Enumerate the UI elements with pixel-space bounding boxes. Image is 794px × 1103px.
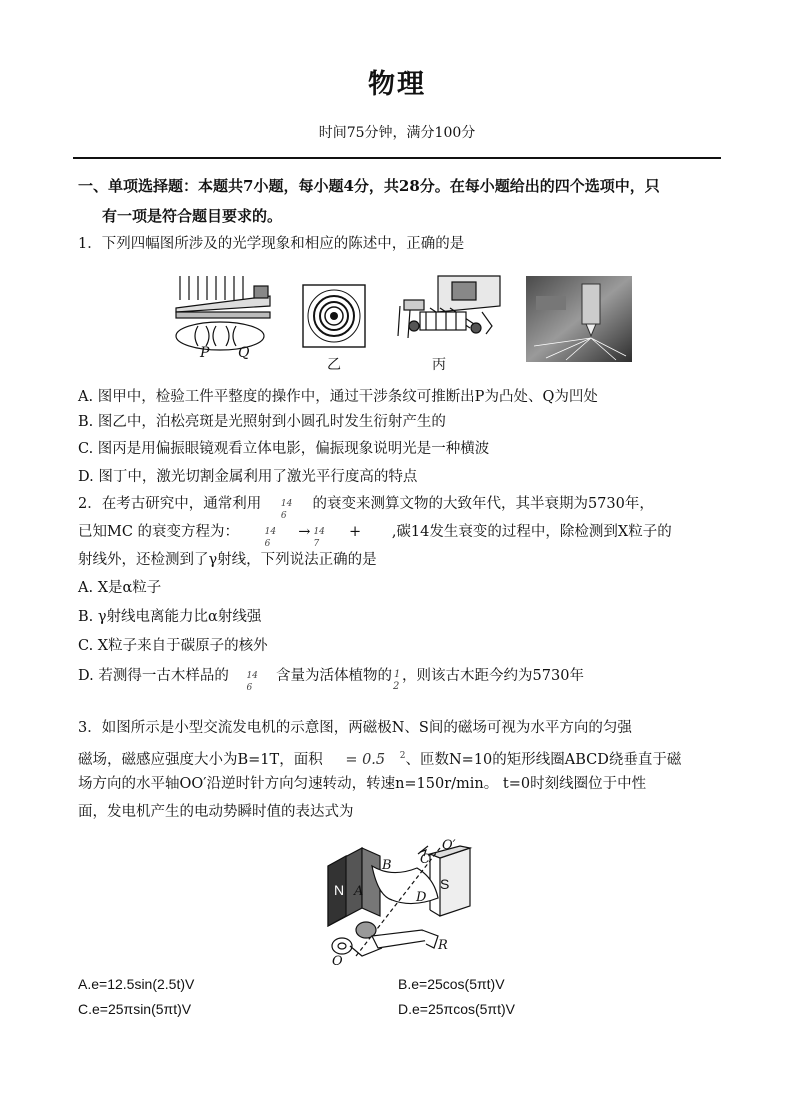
q2-option-d-b: 含量为活体植物的 bbox=[276, 668, 393, 684]
q1-option-d: D. 图丁中，激光切割金属利用了激光平行度高的特点 bbox=[78, 469, 418, 485]
figure-bing bbox=[390, 272, 505, 350]
label-yi: 乙 bbox=[327, 357, 341, 373]
q3-line2-b: 、匝数N=10的矩形线圈ABCD绕垂直于磁 bbox=[405, 751, 682, 768]
q3-option-a: A.e=12.5sin(2.5t)V bbox=[78, 976, 195, 992]
figure-yi bbox=[302, 284, 366, 348]
header-divider bbox=[73, 157, 721, 159]
q3-line1: 3．如图所示是小型交流发电机的示意图，两磁极N、S间的磁场可视为水平方向的匀强 bbox=[78, 720, 632, 736]
q1-option-a: A. 图甲中，检验工件平整度的操作中，通过干涉条纹可推断出P为凸处、Q为凹处 bbox=[78, 389, 598, 405]
generator-diagram bbox=[322, 838, 482, 970]
q3-option-c: C.e=25πsin(5πt)V bbox=[78, 1001, 192, 1017]
label-q: Q bbox=[238, 345, 250, 361]
q1-stem: 1．下列四幅图所涉及的光学现象和相应的陈述中，正确的是 bbox=[78, 236, 465, 252]
generator-figure bbox=[322, 838, 482, 970]
coil-a-label: A bbox=[354, 884, 364, 899]
pole-s-label: S bbox=[440, 876, 450, 892]
nuclide-c14-d-mass: 14 bbox=[246, 671, 258, 681]
q2-line1-a: 2．在考古研究中，通常利用 bbox=[78, 496, 262, 512]
fraction-half bbox=[392, 664, 402, 692]
decay-product-z: 7 bbox=[313, 539, 320, 549]
figure-jia bbox=[170, 272, 275, 368]
nuclide-c14-d-z: 6 bbox=[246, 683, 253, 693]
q2-option-c: C. X粒子来自于碳原子的核外 bbox=[78, 638, 268, 654]
q3-line3: 场方向的水平轴OO′沿逆时针方向匀速转动，转速n=150r/min。 t=0时刻线圈位于中性 bbox=[78, 776, 647, 792]
q2-line1 bbox=[78, 490, 654, 521]
nuclide-c14-d bbox=[243, 664, 265, 693]
q2-option-d bbox=[78, 662, 584, 693]
nuclide-c14 bbox=[278, 492, 300, 521]
figure-ding bbox=[526, 276, 632, 362]
q2-line2-b: ,碳14发生衰变的过程中，除检测到X粒子的 bbox=[391, 524, 672, 540]
decay-arrow: → bbox=[298, 524, 311, 540]
fraction-numerator: 1 bbox=[394, 669, 401, 680]
q2-line2 bbox=[78, 518, 672, 549]
axis-o-label: O bbox=[332, 954, 343, 969]
area-value: = 0.5 bbox=[345, 751, 386, 768]
resistor-r-label: R bbox=[438, 938, 448, 953]
decay-product bbox=[310, 520, 332, 549]
q3-line4: 面，发电机产生的电动势瞬时值的表达式为 bbox=[78, 804, 354, 820]
section-heading-line1: 一、单项选择题：本题共7小题，每小题4分，共28分。在每小题给出的四个选项中，只 bbox=[78, 177, 660, 195]
q1-option-c: C. 图丙是用偏振眼镜观看立体电影，偏振现象说明光是一种横波 bbox=[78, 441, 490, 457]
decay-product-mass: 14 bbox=[313, 527, 325, 537]
q2-option-d-a: D. 若测得一古木样品的 bbox=[78, 668, 229, 684]
decay-plus: + bbox=[349, 524, 362, 540]
q2-option-b: B. γ射线电离能力比α射线强 bbox=[78, 609, 262, 625]
q2-line3: 射线外，还检测到了γ射线，下列说法正确的是 bbox=[78, 552, 377, 568]
coil-c-label: C bbox=[420, 852, 430, 867]
q2-option-d-c: ，则该古木距今约为5730年 bbox=[402, 668, 584, 684]
q3-option-d: D.e=25πcos(5πt)V bbox=[398, 1001, 515, 1017]
area-unit-exponent: 2 bbox=[399, 751, 406, 761]
coil-b-label: B bbox=[382, 858, 392, 873]
nuclide-c14-mass: 14 bbox=[280, 499, 293, 509]
coil-d-label: D bbox=[416, 890, 427, 905]
q2-line1-b: 的衰变来测算文物的大致年代，其半衰期为5730年， bbox=[312, 496, 654, 512]
q3-option-b: B.e=25cos(5πt)V bbox=[398, 976, 505, 992]
label-p: P bbox=[200, 345, 210, 361]
q2-line2-a: 已知MC 的衰变方程为： bbox=[78, 524, 240, 540]
q1-figures bbox=[170, 272, 640, 372]
decay-parent-mass: 14 bbox=[264, 527, 277, 537]
q1-option-b: B. 图乙中，泊松亮斑是光照射到小圆孔时发生衍射产生的 bbox=[78, 414, 446, 430]
label-bing: 丙 bbox=[432, 357, 446, 373]
q3-line2-a: 磁场，磁感应强度大小为B=1T，面积 bbox=[78, 751, 323, 768]
decay-parent-z: 6 bbox=[264, 539, 271, 549]
fraction-denominator: 2 bbox=[393, 681, 400, 692]
q2-option-a: A. X是α粒子 bbox=[78, 580, 162, 596]
section-heading-line2: 有一项是符合题目要求的。 bbox=[102, 207, 283, 225]
axis-o-prime-label: O′ bbox=[442, 838, 456, 853]
pole-n-label: N bbox=[334, 882, 345, 898]
decay-parent bbox=[262, 520, 284, 549]
exam-info: 时间75分钟，满分100分 bbox=[318, 125, 476, 141]
nuclide-c14-z: 6 bbox=[280, 511, 287, 521]
section-heading bbox=[78, 171, 728, 231]
page-title: 物理 bbox=[368, 69, 426, 100]
